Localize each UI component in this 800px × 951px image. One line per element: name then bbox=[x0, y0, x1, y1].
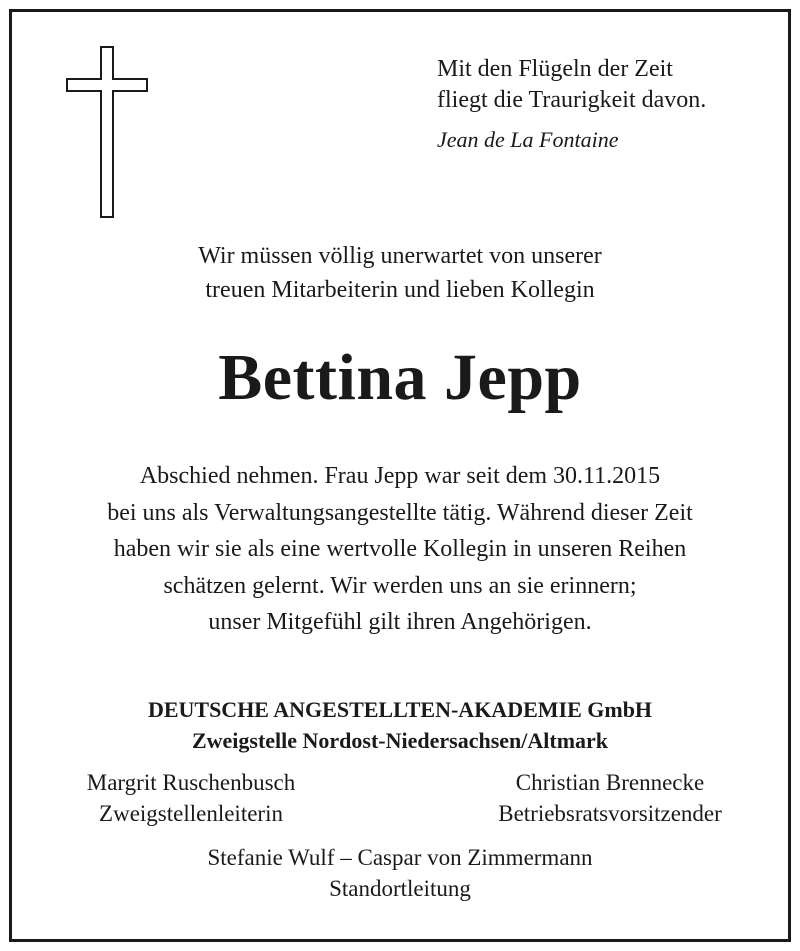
leadership-names: Stefanie Wulf – Caspar von Zimmermann bbox=[207, 845, 593, 870]
body-line: bei uns als Verwaltungsangestellte tätig. Während dieser Zeit bbox=[107, 499, 693, 526]
quote-line: Mit den Flügeln der Zeit bbox=[437, 56, 673, 82]
body-line: unser Mitgefühl gilt ihren Angehörigen. bbox=[208, 609, 592, 635]
body-line: haben wir sie als eine wertvolle Kollegin in unseren Reihen bbox=[113, 536, 687, 562]
deceased-name: Bettina Jepp bbox=[218, 341, 582, 414]
body-text bbox=[0, 458, 800, 641]
signatory-name: Christian Brennecke bbox=[515, 770, 705, 795]
organization-branch: Zweigstelle Nordost-Niedersachsen/Altmark bbox=[191, 728, 609, 753]
latin-cross-icon bbox=[66, 46, 148, 218]
organization-name: DEUTSCHE ANGESTELLTEN-AKADEMIE GmbH bbox=[147, 697, 653, 722]
intro-line: treuen Mitarbeiterin und lieben Kollegin bbox=[205, 277, 595, 303]
epigraph-quote bbox=[437, 54, 767, 153]
signatory-role: Betriebsratsvorsitzender bbox=[498, 801, 722, 826]
intro-text bbox=[0, 239, 800, 307]
organization-block bbox=[0, 694, 800, 756]
signatory-left bbox=[60, 767, 322, 829]
quote-author: Jean de La Fontaine bbox=[437, 127, 619, 152]
quote-line: fliegt die Traurigkeit davon. bbox=[437, 87, 707, 113]
site-leadership bbox=[0, 842, 800, 904]
signatory-role: Zweigstellenleiterin bbox=[99, 801, 283, 826]
signatory-right bbox=[468, 767, 752, 829]
body-line: Abschied nehmen. Frau Jepp war seit dem 30.11.2015 bbox=[139, 463, 661, 489]
intro-line: Wir müssen völlig unerwartet von unserer bbox=[198, 243, 602, 269]
signatory-name: Margrit Ruschenbusch bbox=[86, 770, 296, 795]
body-line: schätzen gelernt. Wir werden uns an sie erinnern; bbox=[163, 572, 637, 599]
leadership-role: Standortleitung bbox=[329, 876, 471, 901]
